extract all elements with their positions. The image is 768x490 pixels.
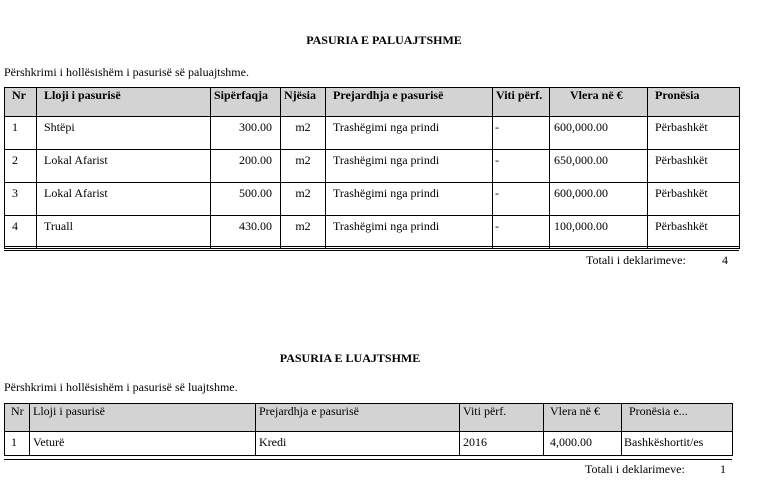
col-header-value: Vlera në € <box>550 88 648 117</box>
cell-type: Lokal Afarist <box>37 183 211 216</box>
cell-year: - <box>493 216 550 249</box>
col-header-nr: Nr <box>5 404 30 432</box>
cell-unit: m2 <box>281 216 326 249</box>
col-header-unit: Njësia <box>281 88 326 117</box>
cell-nr: 2 <box>5 150 37 183</box>
table-row <box>5 183 740 216</box>
cell-origin: Trashëgimi nga prindi <box>326 150 493 183</box>
cell-ownership: Bashkëshortit/es <box>622 432 733 456</box>
cell-year: - <box>493 150 550 183</box>
col-header-type: Lloji i pasurisë <box>30 404 256 432</box>
cell-nr: 4 <box>5 216 37 249</box>
cell-value: 600,000.00 <box>550 117 648 150</box>
cell-ownership: Përbashkët <box>648 150 740 183</box>
cell-ownership: Përbashkët <box>648 183 740 216</box>
cell-unit: m2 <box>281 150 326 183</box>
cell-origin: Trashëgimi nga prindi <box>326 183 493 216</box>
table-header-row <box>5 88 740 117</box>
col-header-origin: Prejardhja e pasurisë <box>256 404 460 432</box>
cell-nr: 1 <box>5 117 37 150</box>
table-row <box>5 117 740 150</box>
immovable-total-label: Totali i deklarimeve: <box>586 253 686 267</box>
table-bottom-rule <box>4 246 739 251</box>
col-header-ownership: Pronësia <box>648 88 740 117</box>
cell-year: - <box>493 183 550 216</box>
col-header-type: Lloji i pasurisë <box>37 88 211 117</box>
cell-value: 100,000.00 <box>550 216 648 249</box>
table-row <box>5 432 733 456</box>
cell-value: 650,000.00 <box>550 150 648 183</box>
col-header-nr: Nr <box>5 88 37 117</box>
cell-type: Truall <box>37 216 211 249</box>
immovable-total-value: 4 <box>722 253 728 267</box>
col-header-origin: Prejardhja e pasurisë <box>326 88 493 117</box>
cell-ownership: Përbashkët <box>648 117 740 150</box>
cell-year: - <box>493 117 550 150</box>
cell-nr: 3 <box>5 183 37 216</box>
col-header-value: Vlera në € <box>544 404 622 432</box>
cell-area: 430.00 <box>211 216 281 249</box>
cell-type: Lokal Afarist <box>37 150 211 183</box>
movable-total-label: Totali i deklarimeve: <box>585 462 685 476</box>
cell-value: 600,000.00 <box>550 183 648 216</box>
cell-area: 300.00 <box>211 117 281 150</box>
movable-total-value: 1 <box>720 462 726 476</box>
cell-origin: Kredi <box>256 432 460 456</box>
movable-table <box>4 403 733 456</box>
table-bottom-rule <box>4 455 732 460</box>
cell-value: 4,000.00 <box>544 432 622 456</box>
immovable-title: PASURIA E PALUAJTSHME <box>306 33 462 47</box>
col-header-year: Viti përf. <box>460 404 544 432</box>
col-header-area: Sipërfaqja <box>211 88 281 117</box>
movable-title: PASURIA E LUAJTSHME <box>279 351 421 365</box>
cell-origin: Trashëgimi nga prindi <box>326 216 493 249</box>
movable-description: Përshkrimi i hollësishëm i pasurisë së luajtshme. <box>4 380 238 394</box>
table-header-row <box>5 404 733 432</box>
cell-unit: m2 <box>281 183 326 216</box>
cell-year: 2016 <box>460 432 544 456</box>
table-row <box>5 216 740 249</box>
cell-type: Shtëpi <box>37 117 211 150</box>
col-header-ownership: Pronësia e... <box>622 404 733 432</box>
col-header-year: Viti përf. <box>493 88 550 117</box>
cell-origin: Trashëgimi nga prindi <box>326 117 493 150</box>
cell-ownership: Përbashkët <box>648 216 740 249</box>
table-row <box>5 150 740 183</box>
cell-type: Veturë <box>30 432 256 456</box>
cell-area: 500.00 <box>211 183 281 216</box>
immovable-description: Përshkrimi i hollësishëm i pasurisë së paluajtshme. <box>4 65 249 79</box>
cell-nr: 1 <box>5 432 30 456</box>
cell-area: 200.00 <box>211 150 281 183</box>
immovable-table <box>4 87 740 249</box>
cell-unit: m2 <box>281 117 326 150</box>
